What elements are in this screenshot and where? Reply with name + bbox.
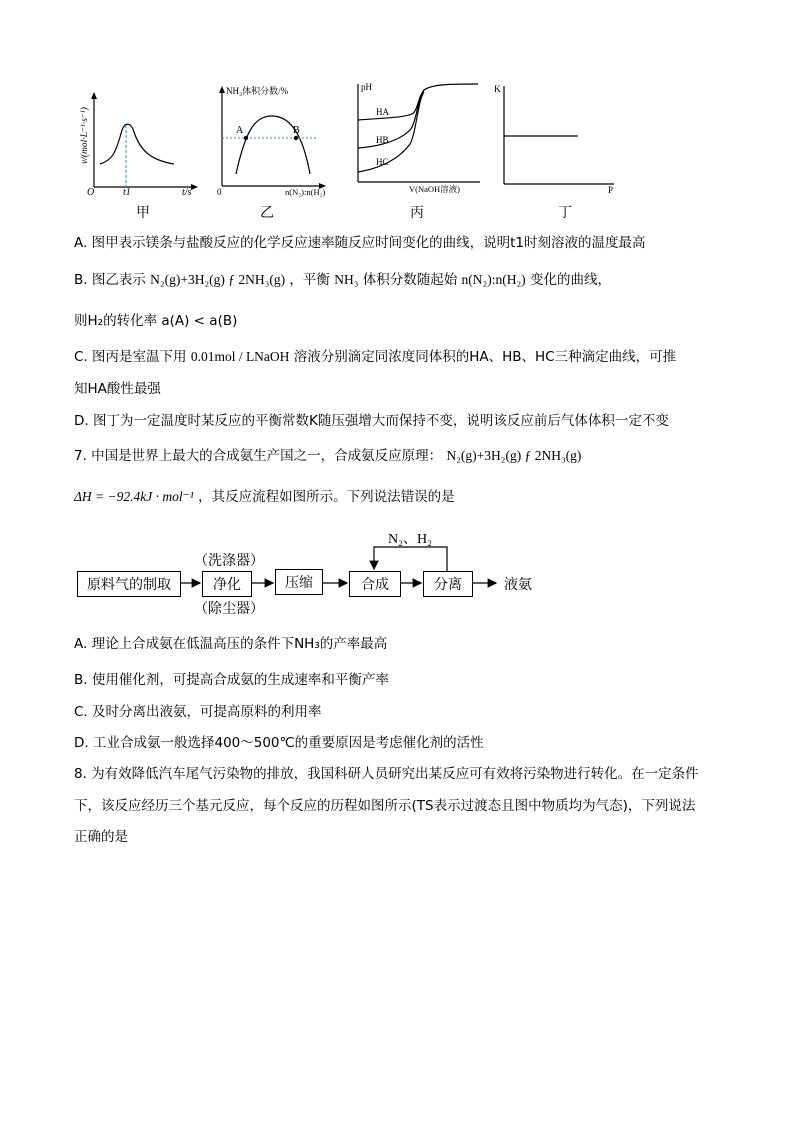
bing-xlabel: V(NaOH溶液) (409, 184, 460, 194)
flow-purify-box: 净化 (202, 571, 252, 597)
q6-b-post: 变化的曲线， (529, 272, 611, 288)
jia-origin: O (87, 187, 95, 198)
bing-ylabel: pH (361, 82, 372, 92)
q7-option-c: C. 及时分离出液氨，可提高原料的利用率 (74, 704, 322, 720)
q7-option-a: A. 理论上合成氨在低温高压的条件下NH₃的产率最高 (74, 636, 388, 652)
flow-synth-box: 合成 (349, 571, 401, 597)
q8-stem-line1: 8. 为有效降低汽车尾气污染物的排放，我国科研人员研究出某反应可有效将污染物进行转化。在一定条件 (74, 766, 699, 782)
q6-b-ratio: n(N₂):n(H₂) (461, 272, 526, 287)
q6-option-d: D. 图丁为一定温度时某反应的平衡常数K随压强增大而保持不变，说明该反应前后气体体积一定不变 (74, 413, 669, 429)
yi-ylabel: NH₃体积分数/% (226, 86, 289, 96)
flow-separate-box: 分离 (423, 571, 473, 597)
flow-compress-box: 压缩 (275, 569, 323, 595)
ding-ylabel: K (494, 85, 501, 95)
q7-stem-pre: 7. 中国是世界上最大的合成氨生产国之一，合成氨反应原理： (74, 448, 443, 464)
yi-point-b: B (293, 125, 300, 136)
q8-stem-line3: 正确的是 (74, 829, 128, 845)
q6-b-mid: ，平衡 (289, 272, 330, 288)
q6-b-nh3: NH₃ (334, 272, 359, 287)
caption-bing: 丙 (410, 205, 424, 221)
q7-stem-post: ，其反应流程如图所示。下列说法错误的是 (198, 489, 455, 505)
ding-xlabel: P (608, 185, 614, 195)
flow-raw-box: 原料气的制取 (77, 571, 181, 597)
bing-curve-hc: HC (376, 157, 389, 167)
flow-recycle-label: N₂、H₂ (388, 532, 432, 547)
yi-origin: 0 (217, 187, 222, 197)
q6-c-pre: C. 图丙是室温下用 (74, 349, 187, 365)
jia-ylabel: v/(mol·L⁻¹·s⁻¹) (80, 107, 90, 164)
jia-xlabel: t/s (182, 187, 192, 198)
caption-ding: 丁 (558, 205, 572, 221)
q6-b-mid2: 体积分数随起始 (362, 272, 458, 288)
q7-option-b: B. 使用催化剂，可提高合成氨的生成速率和平衡产率 (74, 672, 389, 688)
q6-b-eq: N₂(g)+3H₂(g) ƒ 2NH₃(g) (150, 272, 286, 287)
flow-duster-label: （除尘器） (194, 601, 264, 617)
yi-point-a: A (236, 125, 244, 136)
flow-washer-label: （洗涤器） (194, 553, 264, 569)
q6-c-conc: 0.01mol / LNaOH (190, 349, 290, 364)
jia-t1: t1 (123, 187, 131, 198)
flow-liquid-label: 液氨 (504, 577, 532, 593)
bing-curve-ha: HA (376, 107, 389, 117)
q7-delta-h: ΔH = −92.4kJ · mol⁻¹ (74, 489, 194, 504)
caption-yi: 乙 (260, 205, 274, 221)
q6-b-pre: B. 图乙表示 (74, 272, 146, 288)
q6-option-c-line2: 知HA酸性最强 (74, 381, 161, 397)
q6-c-post: 溶液分别滴定同浓度同体积的HA、HB、HC三种滴定曲线，可推 (293, 349, 677, 365)
bing-curve-hb: HB (376, 135, 389, 145)
yi-xlabel: n(N₂):n(H₂) (285, 187, 326, 197)
q6-option-b-line2: 则H₂的转化率 a(A) < a(B) (74, 313, 238, 329)
q7-option-d: D. 工业合成氨一般选择400～500℃的重要原因是考虑催化剂的活性 (74, 735, 484, 751)
q8-stem-line2: 下，该反应经历三个基元反应，每个反应的历程如图所示(TS表示过渡态且图中物质均为气态)，下列说法 (74, 798, 696, 814)
caption-jia: 甲 (136, 205, 150, 221)
q6-option-a: A. 图甲表示镁条与盐酸反应的化学反应速率随反应时间变化的曲线，说明t1时刻溶液的温度最高 (74, 235, 646, 251)
q7-stem-eq: N₂(g)+3H₂(g) ƒ 2NH₃(g) (446, 448, 582, 463)
